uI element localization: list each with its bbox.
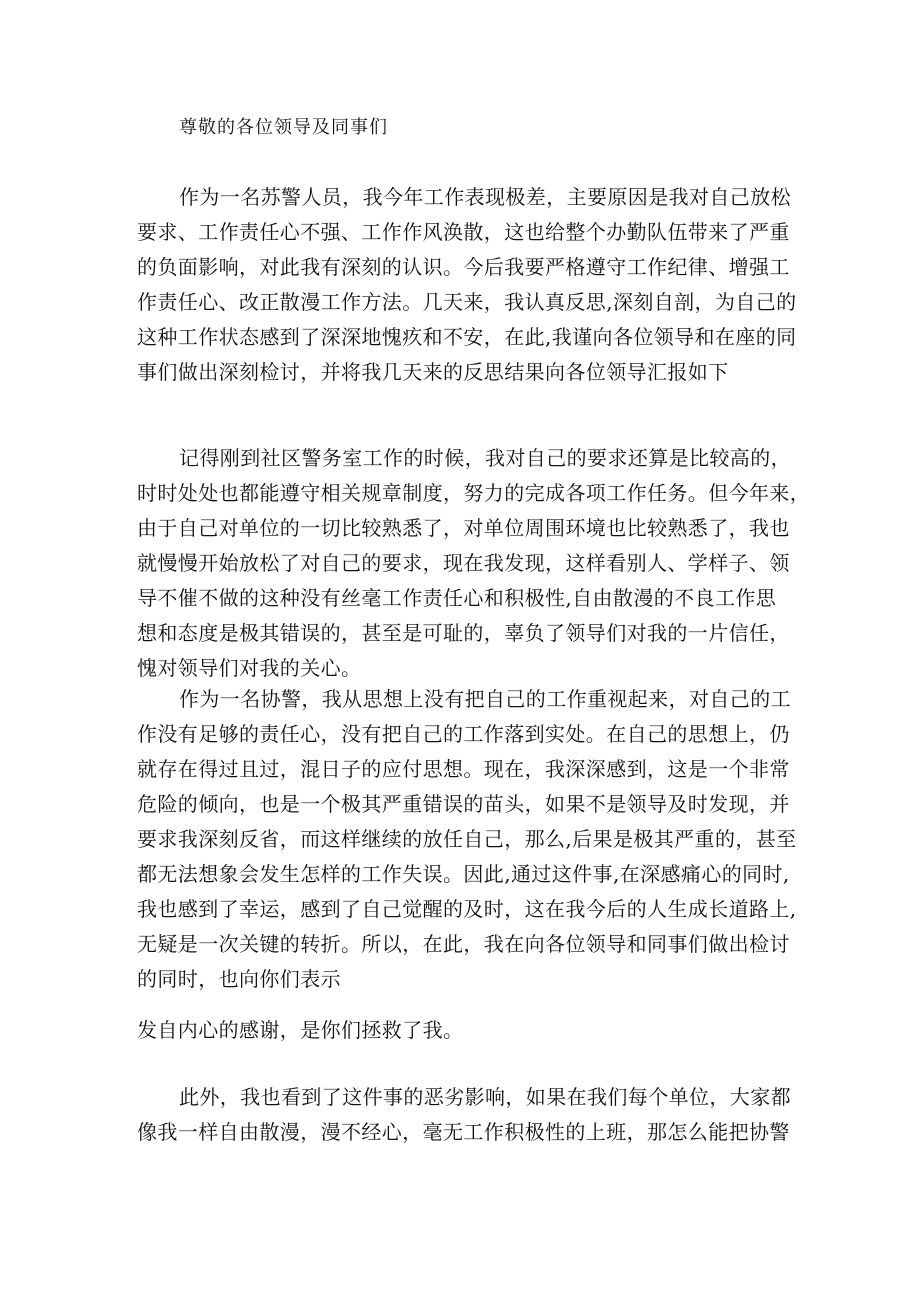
paragraph-line: 就存在得过且过，混日子的应付思想。现在，我深深感到，这是一个非常 bbox=[137, 757, 790, 781]
paragraph-line: 无疑是一次关键的转折。所以，在此，我在向各位领导和同事们做出检讨 bbox=[137, 932, 790, 956]
paragraph-line: 要求、工作责任心不强、工作作风涣散，这也给整个办勤队伍带来了严重 bbox=[137, 220, 790, 244]
paragraph-2 bbox=[137, 441, 811, 686]
salutation: 尊敬的各位领导及同事们 bbox=[179, 117, 388, 138]
paragraph-line: 作没有足够的责任心，没有把自己的工作落到实处。在自己的思想上，仍 bbox=[137, 722, 790, 746]
paragraph-line: 记得刚到社区警务室工作的时候，我对自己的要求还算是比较高的， bbox=[179, 446, 791, 470]
paragraph-line: 事们做出深刻检讨，并将我几天来的反思结果向各位领导汇报如下 bbox=[137, 360, 729, 384]
paragraph-line: 要求我深刻反省，而这样继续的放任自己，那么,后果是极其严重的，甚至 bbox=[137, 827, 797, 851]
paragraph-1 bbox=[137, 180, 797, 390]
paragraph-line: 作为一名苏警人员，我今年工作表现极差，主要原因是我对自己放松 bbox=[179, 185, 791, 209]
paragraph-line: 就慢慢开始放松了对自己的要求，现在我发现，这样看别人、学样子、领 bbox=[137, 551, 790, 575]
paragraph-5 bbox=[137, 1080, 791, 1150]
paragraph-3 bbox=[137, 682, 797, 997]
paragraph-line: 危险的倾向，也是一个极其严重错误的苗头，如果不是领导及时发现，并 bbox=[137, 792, 790, 816]
paragraph-line: 像我一样自由散漫，漫不经心，毫无工作积极性的上班，那怎么能把协警 bbox=[137, 1120, 790, 1144]
paragraph-line: 导不催不做的这种没有丝毫工作责任心和积极性,自由散漫的不良工作思 bbox=[137, 586, 777, 610]
paragraph-line: 愧对领导们对我的关心。 bbox=[137, 656, 362, 680]
paragraph-line: 发自内心的感谢，是你们拯救了我。 bbox=[137, 1018, 464, 1042]
paragraph-line: 时时处处也都能遵守相关规章制度，努力的完成各项工作任务。但今年来， bbox=[137, 481, 811, 505]
paragraph-line: 这种工作状态感到了深深地愧疚和不安，在此,我谨向各位领导和在座的同 bbox=[137, 325, 797, 349]
paragraph-line: 此外，我也看到了这件事的恶劣影响，如果在我们每个单位，大家都 bbox=[179, 1085, 791, 1109]
paragraph-line: 我也感到了幸运，感到了自己觉醒的及时，这在我今后的人生成长道路上, bbox=[137, 897, 797, 921]
paragraph-line: 的负面影响，对此我有深刻的认识。今后我要严格遵守工作纪律、增强工 bbox=[137, 255, 790, 279]
paragraph-line: 都无法想象会发生怎样的工作失误。因此,通过这件事,在深感痛心的同时, bbox=[137, 862, 790, 886]
paragraph-line: 的同时，也向你们表示 bbox=[137, 967, 341, 991]
paragraph-line: 想和态度是极其错误的，甚至是可耻的，辜负了领导们对我的一片信任， bbox=[137, 621, 790, 645]
paragraph-line: 由于自己对单位的一切比较熟悉了，对单位周围环境也比较熟悉了，我也 bbox=[137, 516, 790, 540]
paragraph-line: 作为一名协警，我从思想上没有把自己的工作重视起来，对自己的工 bbox=[179, 687, 791, 711]
paragraph-4 bbox=[137, 1013, 787, 1048]
paragraph-line: 作责任心、改正散漫工作方法。几天来，我认真反思,深刻自剖，为自己的 bbox=[137, 290, 797, 314]
